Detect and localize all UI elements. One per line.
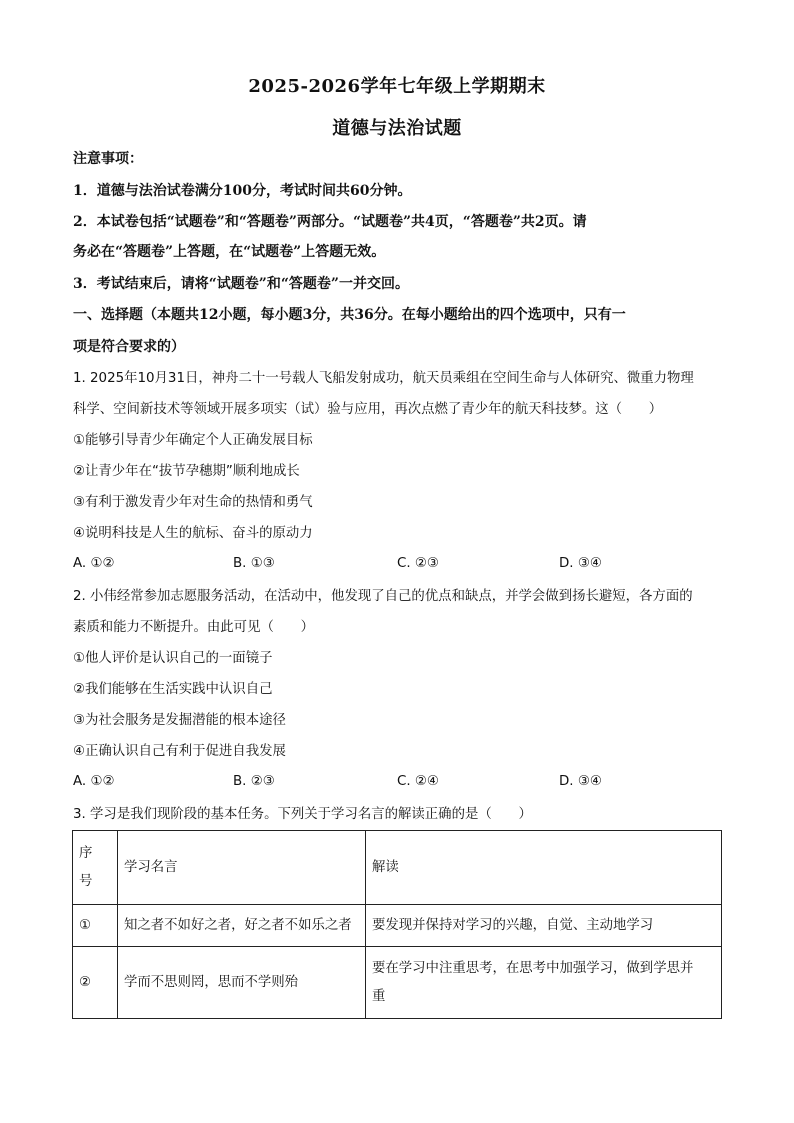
table-row — [73, 947, 722, 1019]
table-cell-interp: 要发现并保持对学习的兴趣，自觉、主动地学习 — [366, 905, 722, 947]
table-header-row — [73, 831, 722, 905]
notice-item-2: 2．本试卷包括“试题卷”和“答题卷”两部分。“试题卷”共4页，“答题卷”共2页。请 — [73, 214, 587, 230]
q2-stem: 2. 小伟经常参加志愿服务活动，在活动中，他发现了自己的优点和缺点，并学会做到扬长避短，各方面的 — [73, 589, 693, 604]
q1-option-d: D. ③④ — [559, 556, 602, 571]
q1-stem-cont: 科学、空间新技术等领域开展多项实（试）验与应用，再次点燃了青少年的航天科技梦。这（ ） — [73, 402, 663, 417]
table-cell-interp-line2: 重 — [372, 988, 386, 1004]
table-cell-quote: 学而不思则罔，思而不学则殆 — [118, 947, 366, 1019]
q1-statement-1: ①能够引导青少年确定个人正确发展目标 — [73, 433, 313, 448]
q2-statement-3: ③为社会服务是发掘潜能的根本途径 — [73, 713, 286, 728]
exam-title: 2025-2026学年七年级上学期期末 — [248, 76, 546, 97]
table-cell-no: ① — [73, 905, 118, 947]
q3-table — [72, 830, 722, 1019]
q2-option-c: C. ②④ — [397, 774, 439, 789]
q2-option-d: D. ③④ — [559, 774, 602, 789]
table-header-no-line2: 号 — [79, 873, 93, 889]
q2-statement-2: ②我们能够在生活实践中认识自己 — [73, 682, 273, 697]
table-cell-quote: 知之者不如好之者，好之者不如乐之者 — [118, 905, 366, 947]
table-header-quote: 学习名言 — [118, 831, 366, 905]
table-header-no — [73, 831, 118, 905]
section-heading-cont: 项是符合要求的） — [73, 339, 185, 355]
notice-heading: 注意事项： — [73, 151, 143, 167]
exam-subject-title: 道德与法治试题 — [332, 118, 462, 139]
table-row — [73, 905, 722, 947]
table-cell-interp — [366, 947, 722, 1019]
q1-option-a: A. ①② — [73, 556, 115, 571]
q1-statement-3: ③有利于激发青少年对生命的热情和勇气 — [73, 495, 313, 510]
q1-option-b: B. ①③ — [233, 556, 275, 571]
notice-item-2-cont: 务必在“答题卷”上答题，在“试题卷”上答题无效。 — [73, 244, 386, 260]
q2-option-a: A. ①② — [73, 774, 115, 789]
q2-statement-1: ①他人评价是认识自己的一面镜子 — [73, 651, 273, 666]
notice-item-1: 1．道德与法治试卷满分100分，考试时间共60分钟。 — [73, 183, 412, 199]
q1-stem: 1. 2025年10月31日，神舟二十一号载人飞船发射成功，航天员乘组在空间生命与人体研究、微重力物理 — [73, 371, 694, 386]
q2-stem-cont: 素质和能力不断提升。由此可见（ ） — [73, 620, 315, 635]
table-header-no-line1: 序 — [79, 845, 93, 861]
q2-option-b: B. ②③ — [233, 774, 275, 789]
notice-item-3: 3．考试结束后，请将“试题卷”和“答题卷”一并交回。 — [73, 276, 409, 292]
q2-statement-4: ④正确认识自己有利于促进自我发展 — [73, 744, 286, 759]
q1-statement-2: ②让青少年在“拔节孕穗期”顺利地成长 — [73, 464, 300, 479]
table-cell-no: ② — [73, 947, 118, 1019]
q1-statement-4: ④说明科技是人生的航标、奋斗的原动力 — [73, 526, 313, 541]
section-heading: 一、选择题（本题共12小题，每小题3分，共36分。在每小题给出的四个选项中，只有一 — [73, 307, 626, 323]
q1-option-c: C. ②③ — [397, 556, 439, 571]
table-header-interp: 解读 — [366, 831, 722, 905]
table-cell-interp-line1: 要在学习中注重思考，在思考中加强学习，做到学思并 — [372, 960, 694, 976]
q3-stem: 3. 学习是我们现阶段的基本任务。下列关于学习名言的解读正确的是（ ） — [73, 807, 532, 822]
